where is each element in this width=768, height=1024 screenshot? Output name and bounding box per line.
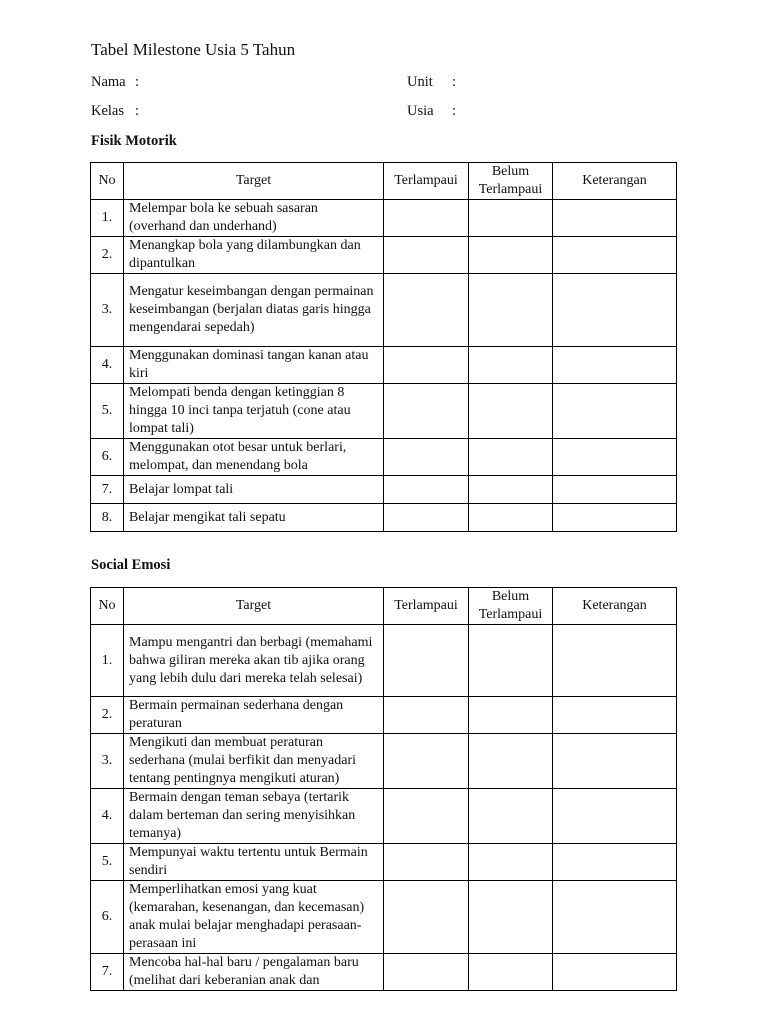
terlampaui-cell[interactable] [384,237,469,274]
row-target: Belajar mengikat tali sepatu [124,504,384,532]
table-row [91,347,677,384]
keterangan-cell[interactable] [553,697,677,734]
keterangan-cell[interactable] [553,384,677,439]
section-title-fisik-motorik: Fisik Motorik [91,133,177,149]
row-number: 7. [91,954,124,991]
header-keterangan: Keterangan [553,163,677,200]
table-row [91,844,677,881]
table-row [91,237,677,274]
kelas-label: Kelas [91,103,125,119]
keterangan-cell[interactable] [553,844,677,881]
keterangan-cell[interactable] [553,237,677,274]
row-target: Bermain permainan sederhana dengan peraturan [124,697,384,734]
keterangan-cell[interactable] [553,504,677,532]
usia-label: Usia [407,103,434,119]
header-no: No [91,163,124,200]
usia-field [407,103,457,120]
belum-terlampaui-cell[interactable] [469,200,553,237]
unit-field [407,74,457,91]
table-row [91,697,677,734]
unit-colon: : [452,74,457,90]
belum-terlampaui-cell[interactable] [469,504,553,532]
row-target: Melempar bola ke sebuah sasaran (overhand dan underhand) [124,200,384,237]
row-number: 5. [91,844,124,881]
page-title: Tabel Milestone Usia 5 Tahun [91,40,296,59]
belum-terlampaui-cell[interactable] [469,347,553,384]
row-target: Mengatur keseimbangan dengan permainan keseimbangan (berjalan diatas garis hingga mengendarai sepedah) [124,274,384,347]
belum-terlampaui-cell[interactable] [469,954,553,991]
row-number: 6. [91,439,124,476]
row-target: Menangkap bola yang dilambungkan dan dipantulkan [124,237,384,274]
terlampaui-cell[interactable] [384,625,469,697]
belum-terlampaui-cell[interactable] [469,881,553,954]
terlampaui-cell[interactable] [384,384,469,439]
row-target: Mempunyai waktu tertentu untuk Bermain sendiri [124,844,384,881]
usia-colon: : [452,103,457,119]
table-row [91,274,677,347]
keterangan-cell[interactable] [553,954,677,991]
header-terlampaui: Terlampaui [384,588,469,625]
row-target: Menggunakan otot besar untuk berlari, melompat, dan menendang bola [124,439,384,476]
nama-colon: : [135,74,140,90]
row-target: Mampu mengantri dan berbagi (memahami bahwa giliran mereka akan tib ajika orang yang lebih dulu dari mereka telah selesai) [124,625,384,697]
header-belum-terlampaui: Belum Terlampaui [469,588,553,625]
keterangan-cell[interactable] [553,789,677,844]
terlampaui-cell[interactable] [384,697,469,734]
terlampaui-cell[interactable] [384,504,469,532]
nama-field [91,74,140,91]
row-number: 8. [91,504,124,532]
table-row [91,881,677,954]
row-number: 3. [91,734,124,789]
belum-terlampaui-cell[interactable] [469,476,553,504]
keterangan-cell[interactable] [553,274,677,347]
terlampaui-cell[interactable] [384,476,469,504]
terlampaui-cell[interactable] [384,274,469,347]
table-row [91,439,677,476]
milestone-table-fisik-motorik [90,162,677,532]
terlampaui-cell[interactable] [384,439,469,476]
row-number: 1. [91,200,124,237]
table-header-row [91,588,677,625]
row-target: Menggunakan dominasi tangan kanan atau kiri [124,347,384,384]
milestone-table-social-emosi [90,587,677,991]
header-belum-terlampaui: Belum Terlampaui [469,163,553,200]
unit-label: Unit [407,74,433,90]
row-number: 4. [91,789,124,844]
keterangan-cell[interactable] [553,200,677,237]
belum-terlampaui-cell[interactable] [469,439,553,476]
table-row [91,504,677,532]
table-header-row [91,163,677,200]
keterangan-cell[interactable] [553,625,677,697]
belum-terlampaui-cell[interactable] [469,844,553,881]
terlampaui-cell[interactable] [384,881,469,954]
row-target: Belajar lompat tali [124,476,384,504]
keterangan-cell[interactable] [553,476,677,504]
row-number: 6. [91,881,124,954]
table-row [91,789,677,844]
belum-terlampaui-cell[interactable] [469,274,553,347]
table-row [91,476,677,504]
terlampaui-cell[interactable] [384,347,469,384]
header-no: No [91,588,124,625]
terlampaui-cell[interactable] [384,200,469,237]
keterangan-cell[interactable] [553,439,677,476]
keterangan-cell[interactable] [553,347,677,384]
terlampaui-cell[interactable] [384,844,469,881]
header-target: Target [124,163,384,200]
table-row [91,625,677,697]
header-terlampaui: Terlampaui [384,163,469,200]
header-keterangan: Keterangan [553,588,677,625]
belum-terlampaui-cell[interactable] [469,625,553,697]
belum-terlampaui-cell[interactable] [469,734,553,789]
row-target: Mengikuti dan membuat peraturan sederhana (mulai berfikit dan menyadari tentang pentingnya mengikuti aturan) [124,734,384,789]
kelas-field [91,103,140,120]
table-row [91,734,677,789]
belum-terlampaui-cell[interactable] [469,384,553,439]
row-target: Bermain dengan teman sebaya (tertarik dalam berteman dan sering menyisihkan temanya) [124,789,384,844]
row-number: 2. [91,697,124,734]
row-number: 3. [91,274,124,347]
terlampaui-cell[interactable] [384,954,469,991]
belum-terlampaui-cell[interactable] [469,697,553,734]
terlampaui-cell[interactable] [384,789,469,844]
row-number: 7. [91,476,124,504]
table-row [91,954,677,991]
row-target: Melompati benda dengan ketinggian 8 hingga 10 inci tanpa terjatuh (cone atau lompat tali) [124,384,384,439]
keterangan-cell[interactable] [553,881,677,954]
belum-terlampaui-cell[interactable] [469,789,553,844]
terlampaui-cell[interactable] [384,734,469,789]
row-target: Mencoba hal-hal baru / pengalaman baru (melihat dari keberanian anak dan [124,954,384,991]
nama-label: Nama [91,74,126,90]
row-number: 5. [91,384,124,439]
table-row [91,384,677,439]
row-number: 2. [91,237,124,274]
kelas-colon: : [135,103,140,119]
table-row [91,200,677,237]
row-number: 4. [91,347,124,384]
row-target: Memperlihatkan emosi yang kuat (kemarahan, kesenangan, dan kecemasan) anak mulai belajar menghadapi perasaan-perasaan ini [124,881,384,954]
section-title-social-emosi: Social Emosi [91,557,171,573]
row-number: 1. [91,625,124,697]
keterangan-cell[interactable] [553,734,677,789]
belum-terlampaui-cell[interactable] [469,237,553,274]
header-target: Target [124,588,384,625]
